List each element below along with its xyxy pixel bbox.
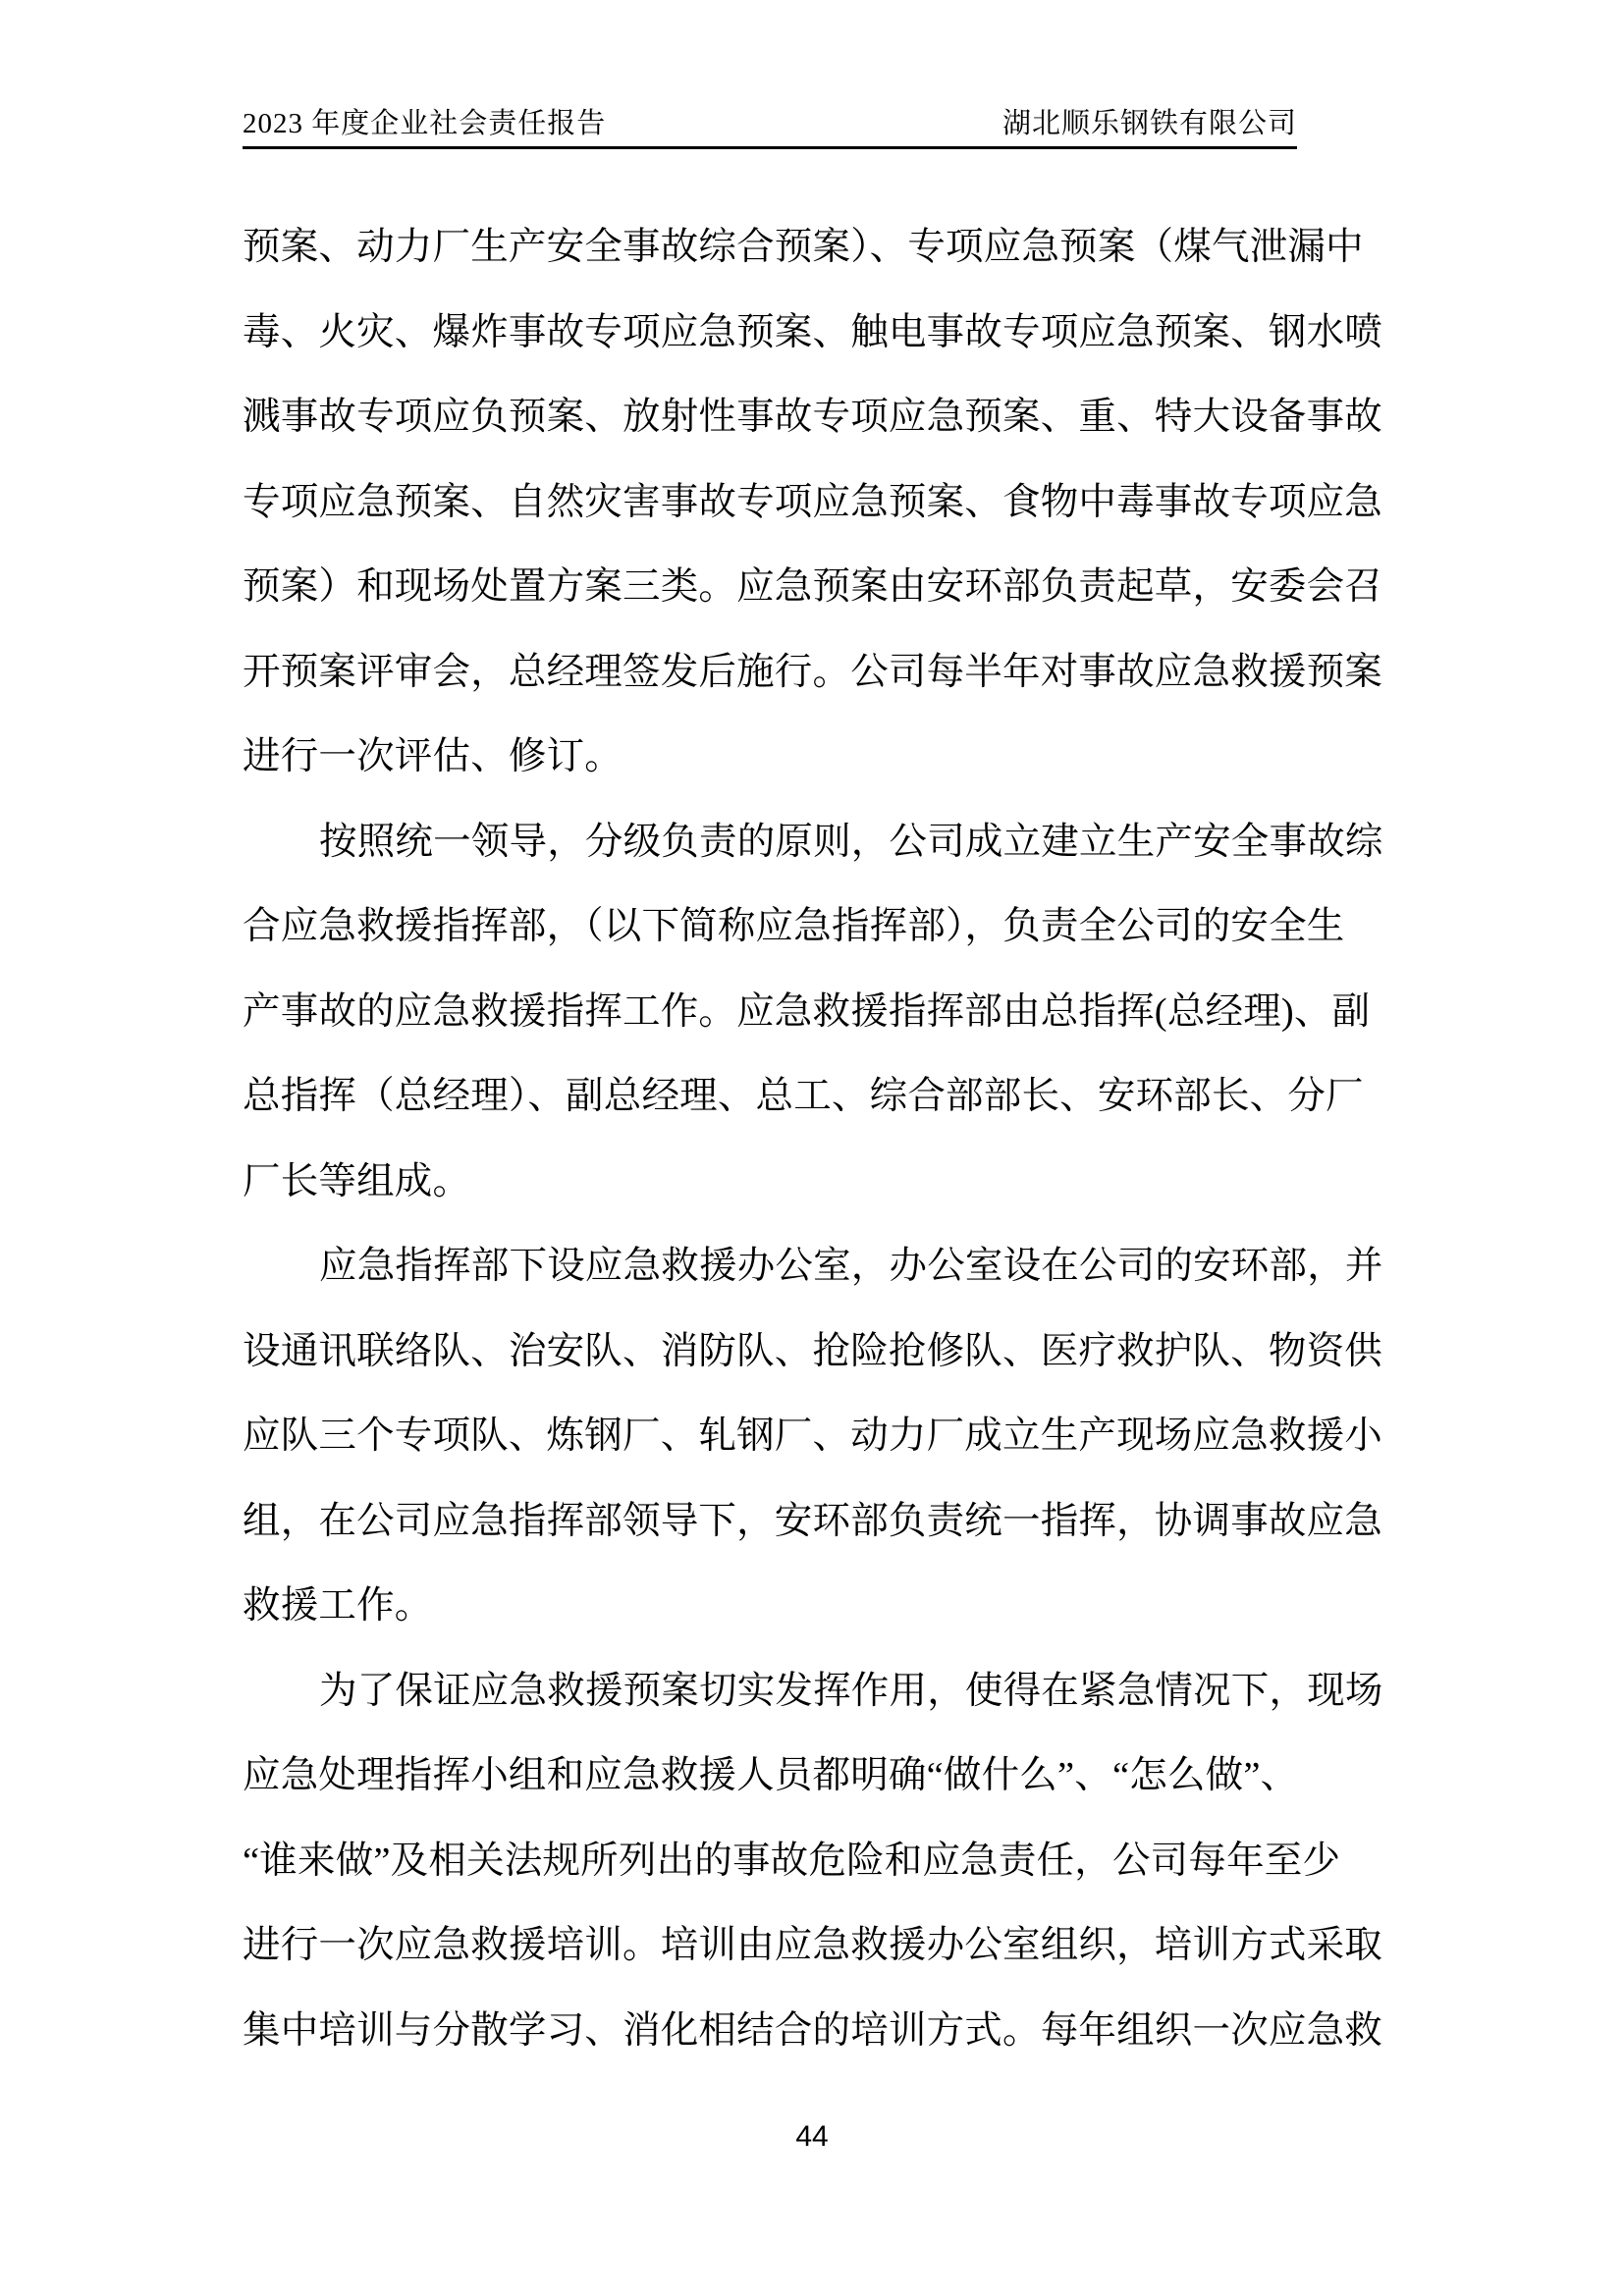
text-line: 设通讯联络队、治安队、消防队、抢险抢修队、医疗救护队、物资供 [243, 1330, 1383, 1372]
text-line: 应队三个专项队、炼钢厂、轧钢厂、动力厂成立生产现场应急救援小 [243, 1415, 1383, 1457]
text-line: 组，在公司应急指挥部领导下，安环部负责统一指挥，协调事故应急 [243, 1500, 1383, 1542]
header-report-title: 2023 年度企业社会责任报告 [243, 108, 607, 139]
document-body [243, 205, 1385, 2073]
text-line: 救援工作。 [243, 1585, 433, 1627]
page-header [243, 106, 1297, 149]
text-line: 应急指挥部下设应急救援办公室，办公室设在公司的安环部，并 [319, 1246, 1383, 1287]
text-line: 产事故的应急救援指挥工作。应急救援指挥部由总指挥(总经理)、副 [243, 990, 1371, 1033]
text-line: 按照统一领导，分级负责的原则，公司成立建立生产安全事故综 [319, 821, 1383, 863]
text-line: 合应急救援指挥部，（以下简称应急指挥部），负责全公司的安全生 [243, 906, 1345, 947]
text-line: “谁来做”及相关法规所列出的事故危险和应急责任，公司每年至少 [243, 1840, 1341, 1882]
page-footer [0, 2120, 1624, 2154]
text-line: 专项应急预案、自然灾害事故专项应急预案、食物中毒事故专项应急 [243, 481, 1383, 523]
text-line: 集中培训与分散学习、消化相结合的培训方式。每年组织一次应急救 [243, 2009, 1383, 2052]
text-line: 毒、火灾、爆炸事故专项应急预案、触电事故专项应急预案、钢水喷 [243, 311, 1383, 353]
text-line: 开预案评审会，总经理签发后施行。公司每半年对事故应急救援预案 [243, 651, 1383, 693]
header-company-name: 湖北顺乐钢铁有限公司 [1001, 108, 1297, 139]
text-line: 溅事故专项应负预案、放射性事故专项应急预案、重、特大设备事故 [243, 397, 1383, 438]
text-line: 应急处理指挥小组和应急救援人员都明确“做什么”、“怎么做”、 [243, 1755, 1299, 1796]
text-line: 预案）和现场处置方案三类。应急预案由安环部负责起草，安委会召 [243, 566, 1383, 608]
text-line: 预案、动力厂生产安全事故综合预案）、专项应急预案（煤气泄漏中 [243, 227, 1364, 268]
text-line: 进行一次评估、修订。 [243, 736, 623, 777]
page-number: 44 [795, 2120, 829, 2153]
text-line: 进行一次应急救援培训。培训由应急救援办公室组织，培训方式采取 [243, 1925, 1383, 1966]
text-line: 厂长等组成。 [243, 1160, 471, 1202]
text-line: 总指挥（总经理）、副总经理、总工、综合部部长、安环部长、分厂 [243, 1076, 1364, 1117]
text-line: 为了保证应急救援预案切实发挥作用，使得在紧急情况下，现场 [319, 1670, 1383, 1712]
